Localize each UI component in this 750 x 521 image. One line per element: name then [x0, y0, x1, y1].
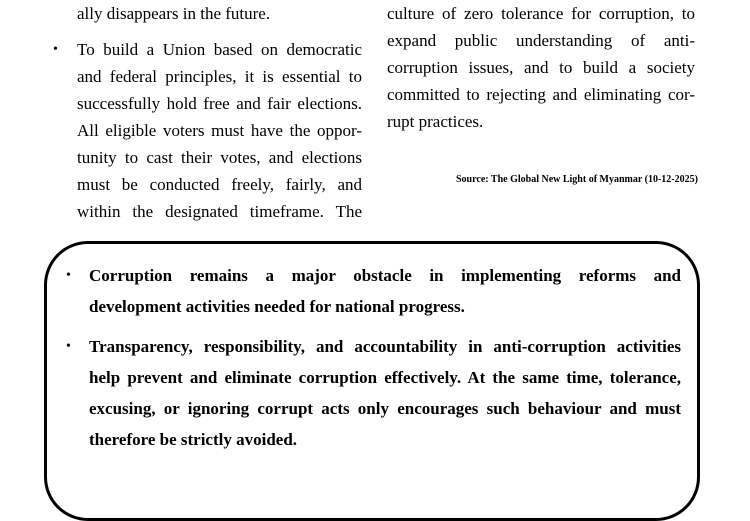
highlight-bullet-1: • — [66, 268, 71, 283]
left-bullet-line-1: To build a Union based on democratic — [77, 40, 362, 59]
highlight-point-2-line-1: Transparency, responsibility, and accountability in anti-corruption activities — [89, 337, 681, 356]
right-column-line-5: rupt practices. — [387, 112, 484, 131]
left-bullet-marker: • — [53, 42, 58, 57]
left-column-fragment-line: ally disappears in the future. — [77, 4, 271, 23]
left-bullet-line-4: All eligible voters must have the oppor- — [77, 121, 362, 140]
highlight-bullet-2: • — [66, 339, 71, 354]
source-citation: Source: The Global New Light of Myanmar (10-12-2025) — [456, 174, 698, 185]
highlight-point-2-line-4: therefore be strictly avoided. — [89, 430, 298, 449]
highlight-point-1-line-1: Corruption remains a major obstacle in implementing reforms and — [89, 266, 681, 285]
right-column-line-3: corruption issues, and to build a society — [387, 58, 695, 77]
right-column-line-4: committed to rejecting and eliminating cor- — [387, 85, 695, 104]
left-column — [77, 0, 362, 225]
left-bullet-line-3: successfully hold free and fair elections. — [77, 94, 362, 113]
left-bullet-line-2: and federal principles, it is essential to — [77, 67, 362, 86]
highlight-list — [89, 260, 681, 455]
right-column-line-2: expand public understanding of anti- — [387, 31, 695, 50]
right-column — [387, 0, 695, 135]
highlight-point-2-line-3: excusing, or ignoring corrupt acts only encourages such behaviour and must — [89, 399, 681, 418]
left-bullet-line-5: tunity to cast their votes, and elections — [77, 148, 362, 167]
highlight-point-1-line-2: development activities needed for national progress. — [89, 297, 465, 316]
highlight-point-2-line-2: help prevent and eliminate corruption effectively. At the same time, tolerance, — [89, 368, 681, 387]
left-bullet-line-7: within the designated timeframe. The — [77, 202, 362, 221]
left-bullet-line-6: must be conducted freely, fairly, and — [77, 175, 362, 194]
right-column-line-1: culture of zero tolerance for corruption, to — [387, 4, 695, 23]
